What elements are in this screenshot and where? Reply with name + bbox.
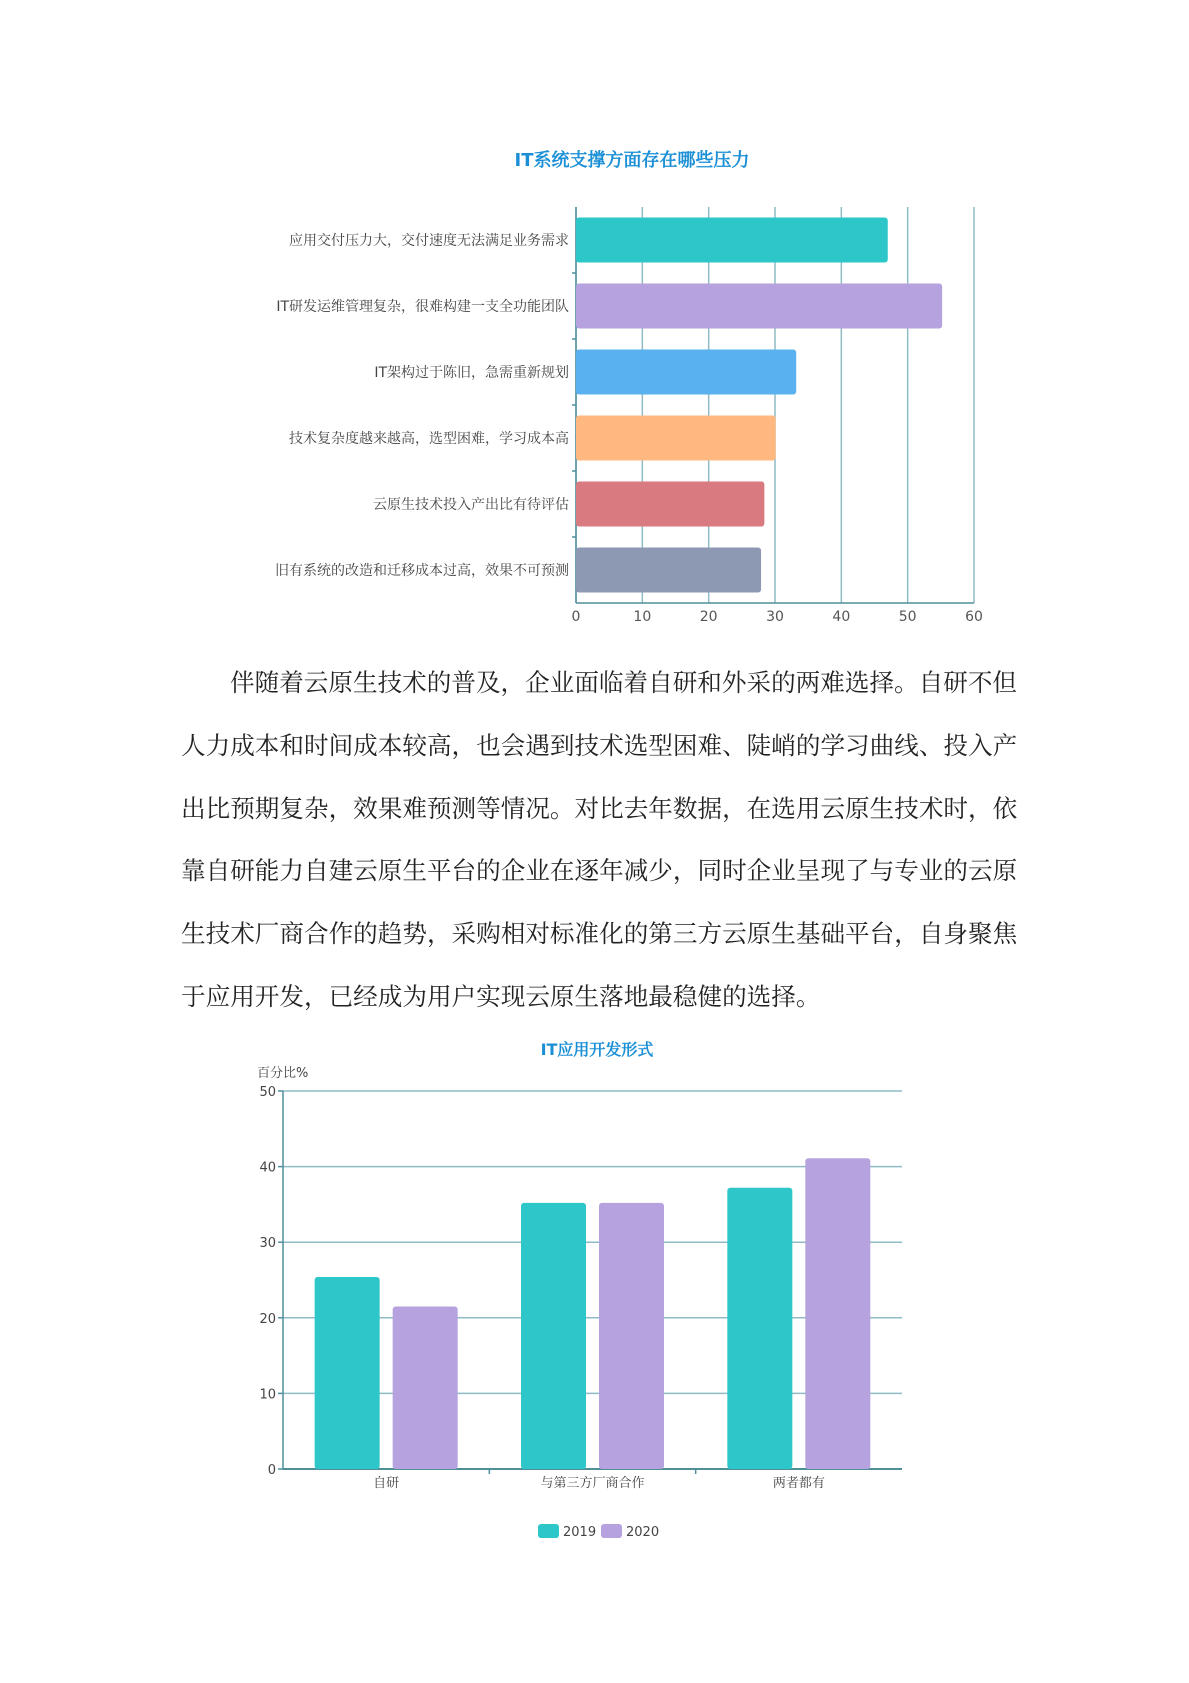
x-category-label: 自研 <box>373 1476 400 1491</box>
legend-label: 2019 <box>563 1525 597 1540</box>
category-label: IT研发运维管理复杂，很难构建一支全功能团队 <box>276 299 569 315</box>
y-tick-label: 0 <box>267 1463 276 1478</box>
x-tick-label: 60 <box>965 609 983 625</box>
category-label: 应用交付压力大，交付速度无法满足业务需求 <box>289 233 569 249</box>
bar-2020 <box>805 1158 870 1469</box>
paragraph-line: 人力成本和时间成本较高，也会遇到技术选型困难、陡峭的学习曲线、投入产 <box>181 730 1018 760</box>
bar-2020 <box>599 1203 664 1469</box>
category-label: IT架构过于陈旧，急需重新规划 <box>374 365 569 381</box>
y-axis-label: 百分比% <box>257 1066 309 1081</box>
bar-2020 <box>393 1306 458 1469</box>
legend-swatch-2019 <box>538 1524 559 1538</box>
x-tick-label: 10 <box>633 609 652 625</box>
x-tick-label: 0 <box>571 609 581 625</box>
x-category-label: 与第三方厂商合作 <box>540 1476 645 1491</box>
bar <box>576 416 776 461</box>
paragraph-line: 靠自研能力自建云原生平台的企业在逐年减少，同时企业呈现了与专业的云原 <box>181 856 1018 886</box>
category-label: 云原生技术投入产出比有待评估 <box>373 497 569 513</box>
bar-2019 <box>315 1277 380 1469</box>
pressure-bar-chart <box>0 0 1189 640</box>
x-category-label: 两者都有 <box>772 1476 825 1491</box>
y-tick-label: 50 <box>259 1085 276 1100</box>
bar <box>576 548 761 593</box>
bar <box>576 350 796 395</box>
chart-title: IT应用开发形式 <box>540 1040 654 1059</box>
bar <box>576 218 888 263</box>
paragraph-line: 伴随着云原生技术的普及，企业面临着自研和外采的两难选择。自研不但 <box>230 668 1018 697</box>
x-tick-label: 40 <box>832 609 851 625</box>
y-tick-label: 20 <box>259 1311 276 1327</box>
body-paragraph <box>181 652 1018 1029</box>
y-tick-label: 30 <box>259 1236 276 1252</box>
bar <box>576 284 942 329</box>
chart-title: IT系统支撑方面存在哪些压力 <box>514 150 750 171</box>
bar-2019 <box>521 1203 586 1469</box>
paragraph-line: 出比预期复杂，效果难预测等情况。对比去年数据，在选用云原生技术时，依 <box>181 793 1018 823</box>
y-tick-label: 10 <box>259 1387 276 1403</box>
category-label: 技术复杂度越来越高，选型困难，学习成本高 <box>289 431 569 447</box>
paragraph-line: 于应用开发，已经成为用户实现云原生落地最稳健的选择。 <box>181 981 821 1011</box>
x-tick-label: 30 <box>766 609 784 625</box>
legend-swatch-2020 <box>601 1524 622 1538</box>
x-tick-label: 50 <box>898 609 917 625</box>
bar <box>576 482 764 527</box>
y-tick-label: 40 <box>259 1160 276 1176</box>
legend-label: 2020 <box>626 1525 660 1540</box>
bar-2019 <box>727 1188 792 1469</box>
x-tick-label: 20 <box>699 609 718 625</box>
paragraph-line: 生技术厂商合作的趋势，采购相对标准化的第三方云原生基础平台，自身聚焦 <box>181 919 1018 949</box>
category-label: 旧有系统的改造和迁移成本过高，效果不可预测 <box>275 563 569 579</box>
